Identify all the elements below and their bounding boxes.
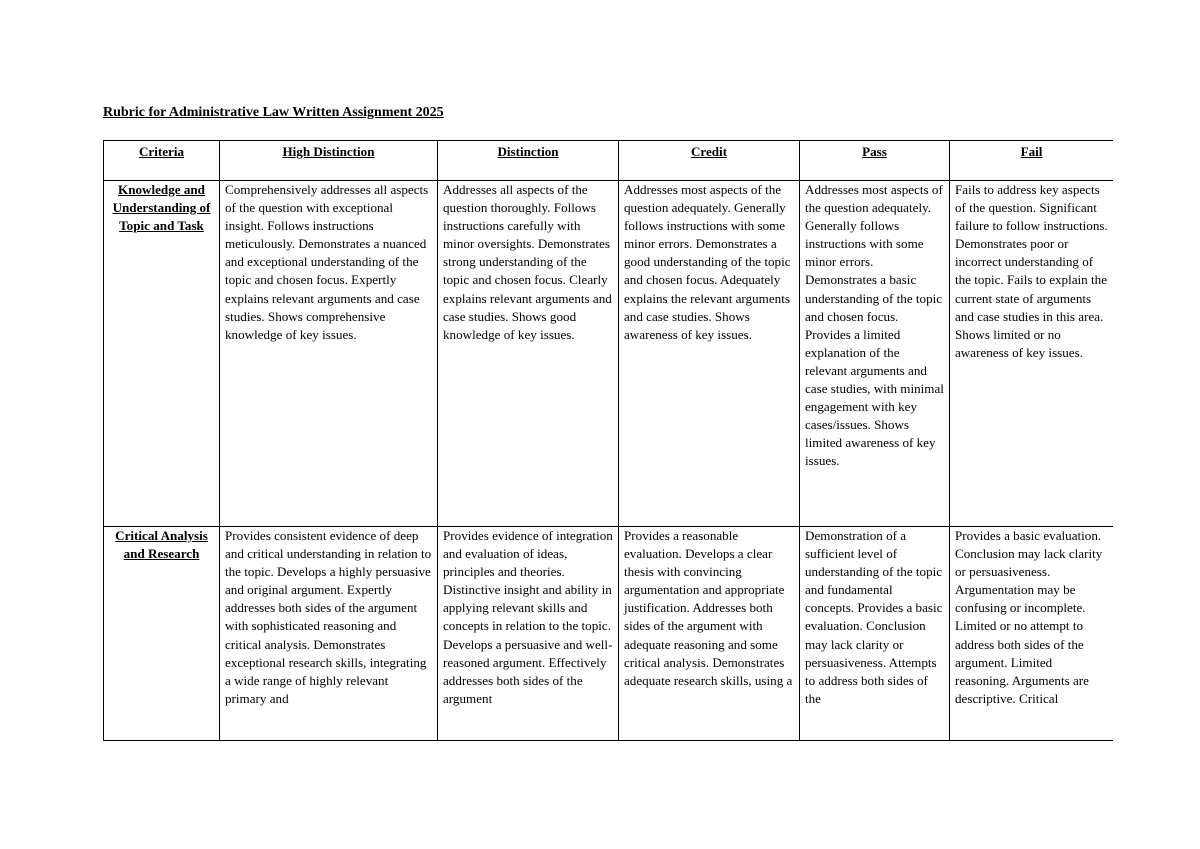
header-credit: Credit <box>619 141 800 181</box>
cell-critical-pass: Demonstration of a sufficient level of understanding of the topic and fundamental concepts. Provides a basic evaluation. Conclusion may lack clarity or persuasiveness. Attempts to address both sides of the <box>800 527 950 742</box>
rubric-table <box>103 140 1113 741</box>
cell-knowledge-pass: Addresses most aspects of the question adequately. Generally follows instructions with some minor errors. Demonstrates a basic understanding of the topic and chosen focus. Provides a limited explanation of the relevant arguments and case studies, with minimal engagement with key cases/issues. Shows limited awareness of key issues. <box>800 181 950 527</box>
header-fail: Fail <box>950 141 1114 181</box>
header-distinction: Distinction <box>438 141 619 181</box>
criterion-knowledge: Knowledge and Understanding of Topic and Task <box>104 181 220 527</box>
cell-critical-distinction: Provides evidence of integration and evaluation of ideas, principles and theories. Distinctive insight and ability in applying relevant skills and concepts in relation to the topic. Develops a persuasive and well-reasoned argument. Effectively addresses both sides of the argument <box>438 527 619 742</box>
header-high-distinction: High Distinction <box>220 141 438 181</box>
rubric-row-knowledge <box>104 181 1114 527</box>
rubric-row-critical-analysis <box>104 527 1114 742</box>
rubric-header-row <box>104 141 1114 181</box>
criterion-critical-analysis: Critical Analysis and Research <box>104 527 220 742</box>
document-title: Rubric for Administrative Law Written Assignment 2025 <box>103 105 444 120</box>
cell-knowledge-fail: Fails to address key aspects of the question. Significant failure to follow instructions. Demonstrates poor or incorrect understanding of the topic. Fails to explain the current state of arguments and case studies in this area. Shows limited or no awareness of key issues. <box>950 181 1114 527</box>
cell-knowledge-high-distinction: Comprehensively addresses all aspects of the question with exceptional insight. Follows instructions meticulously. Demonstrates a nuanced and exceptional understanding of the topic and chosen focus. Expertly explains relevant arguments and case studies. Shows comprehensive knowledge of key issues. <box>220 181 438 527</box>
rubric-table-container <box>103 140 1113 741</box>
header-criteria: Criteria <box>104 141 220 181</box>
cell-critical-fail: Provides a basic evaluation. Conclusion may lack clarity or persuasiveness. Argumentation may be confusing or incomplete. Limited or no attempt to address both sides of the argument. Limited reasoning. Arguments are descriptive. Critical <box>950 527 1114 742</box>
header-pass: Pass <box>800 141 950 181</box>
cell-knowledge-distinction: Addresses all aspects of the question thoroughly. Follows instructions carefully with minor oversights. Demonstrates strong understanding of the topic and chosen focus. Clearly explains relevant arguments and case studies. Shows good knowledge of key issues. <box>438 181 619 527</box>
cell-critical-high-distinction: Provides consistent evidence of deep and critical understanding in relation to the topic. Develops a highly persuasive and original argument. Expertly addresses both sides of the argument with sophisticated reasoning and critical analysis. Demonstrates exceptional research skills, integrating a wide range of highly relevant primary and <box>220 527 438 742</box>
cell-critical-credit: Provides a reasonable evaluation. Develops a clear thesis with convincing argumentation and appropriate justification. Addresses both sides of the argument with adequate reasoning and some critical analysis. Demonstrates adequate research skills, using a <box>619 527 800 742</box>
cell-knowledge-credit: Addresses most aspects of the question adequately. Generally follows instructions with some minor errors. Demonstrates a good understanding of the topic and chosen focus. Adequately explains the relevant arguments and case studies. Shows awareness of key issues. <box>619 181 800 527</box>
